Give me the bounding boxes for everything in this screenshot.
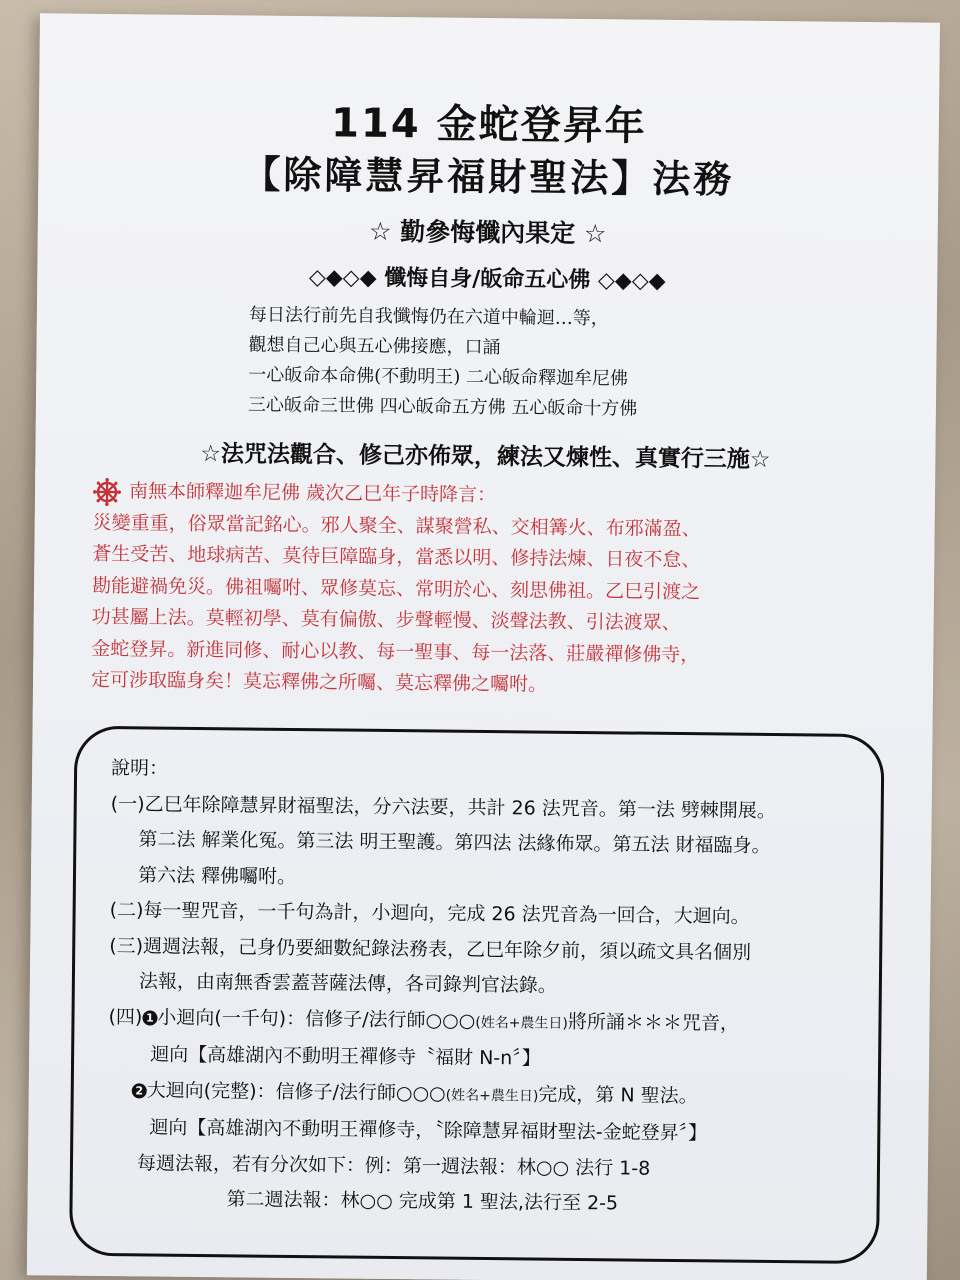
message-line: 勘能避禍免災。佛祖囑咐、眾修莫忘、常明於心、刻思佛祖。乙巳引渡之 (91, 574, 701, 603)
intro-line: 每日法行前先自我懺悔仍在六道中輪迴…等， (248, 304, 609, 330)
message-line: 蒼生受苦、地球病苦、莫待巨障臨身，當悉以明、修持法煉、日夜不怠、 (92, 542, 701, 572)
notes-item-4-dedication: 迴向【高雄湖內不動明王禪修寺，〝除障慧昇福財聖法-金蛇登昇〞】 (149, 1116, 708, 1145)
notes-content (106, 751, 861, 1224)
intro-paragraph (248, 300, 809, 426)
intro-line: 觀想自己心與五心佛接應，口誦 (248, 334, 501, 359)
intro-line: 一心皈命本命佛(不動明王) 二心皈命釋迦牟尼佛 (248, 364, 629, 390)
notes-item-1: (一)乙巳年除障慧昇財福聖法，分六法要，共計 26 法咒音。第一法 劈棘開展。 (110, 792, 776, 822)
notes-item-4-prefix: (四) (108, 1005, 143, 1028)
notes-item-2: (二)每一聖咒音，一千句為計，小迴向，完成 26 法咒音為一回合，大迴向。 (109, 899, 750, 928)
notes-item-3: (三)週週法報，己身仍要細數紀錄法務表，乙巳年除夕前，須以疏文具名個別 (109, 934, 752, 964)
weekly-report-line: 每週法報，若有分次如下：例：第一週法報：林○○ 法行 1-8 (136, 1151, 651, 1180)
section-heading-five-buddhas: ◇◆◇◆ 懺悔自身/皈命五心佛 ◇◆◇◆ (308, 265, 666, 294)
page-subtitle: 【除障慧昇福財聖法】法務 (242, 151, 735, 202)
notes-item-4-text: 將所誦＊＊＊咒音， (567, 1010, 740, 1035)
notes-item-4-dedication: 迴向【高雄湖內不動明王禪修寺〝福財 N-n〞】 (150, 1043, 541, 1070)
notes-item-4-small: (姓名+農生日) (475, 1014, 569, 1032)
notes-label: 說明： (111, 757, 169, 780)
buddha-message (91, 476, 883, 705)
document-page (27, 13, 940, 1280)
dharma-wheel-icon (93, 478, 121, 506)
circled-number-1: 1 (142, 1010, 157, 1025)
notes-item-1-cont: 第六法 釋佛囑咐。 (137, 863, 297, 888)
notes-box (69, 726, 885, 1264)
message-heading: 南無本師釋迦牟尼佛 歲次乙巳年子時降言： (128, 480, 497, 507)
message-line: 定可涉取臨身矣！莫忘釋佛之所囑、莫忘釋佛之囑咐。 (90, 668, 548, 696)
notes-item-4-text: 小迴向(一千句)：信修子/法行師○○○ (157, 1006, 476, 1032)
notes-item-4-text: 大迴向(完整)：信修子/法行師○○○ (146, 1078, 446, 1105)
weekly-report-line: 第二週法報：林○○ 完成第 1 聖法,法行至 2-5 (226, 1188, 619, 1215)
notes-item-3-cont: 法報，由南無香雲蓋菩薩法傳，各司錄判官法錄。 (138, 970, 558, 997)
motto-line: ☆法咒法觀合、修己亦佈眾，練法又煉性、真實行三施☆ (200, 440, 771, 473)
message-line: 功甚屬上法。莫輕初學、莫有偏傲、步聲輕慢、淡聲法教、引法渡眾、 (91, 605, 681, 635)
section-heading-repentance: ☆ 勤參悔懺內果定 ☆ (368, 216, 607, 249)
notes-item-4-small: (姓名+農生日) (445, 1087, 539, 1105)
notes-item-1-cont: 第二法 解業化冤。第三法 明王聖護。第四法 法緣佈眾。第五法 財福臨身。 (138, 828, 771, 857)
message-line: 金蛇登昇。新進同修、耐心以教、每一聖事、每一法落、莊嚴禪修佛寺， (91, 637, 700, 666)
intro-line: 三心皈命三世佛 四心皈命五方佛 五心皈命十方佛 (247, 394, 638, 420)
message-line: 災變重重，俗眾當記銘心。邪人聚全、謀聚營私、交相篝火、布邪滿盈、 (92, 511, 701, 540)
circled-number-2: 2 (132, 1083, 147, 1098)
notes-item-4-text: 完成，第 N 聖法。 (538, 1083, 698, 1107)
page-title: 114 金蛇登昇年 (330, 100, 647, 150)
